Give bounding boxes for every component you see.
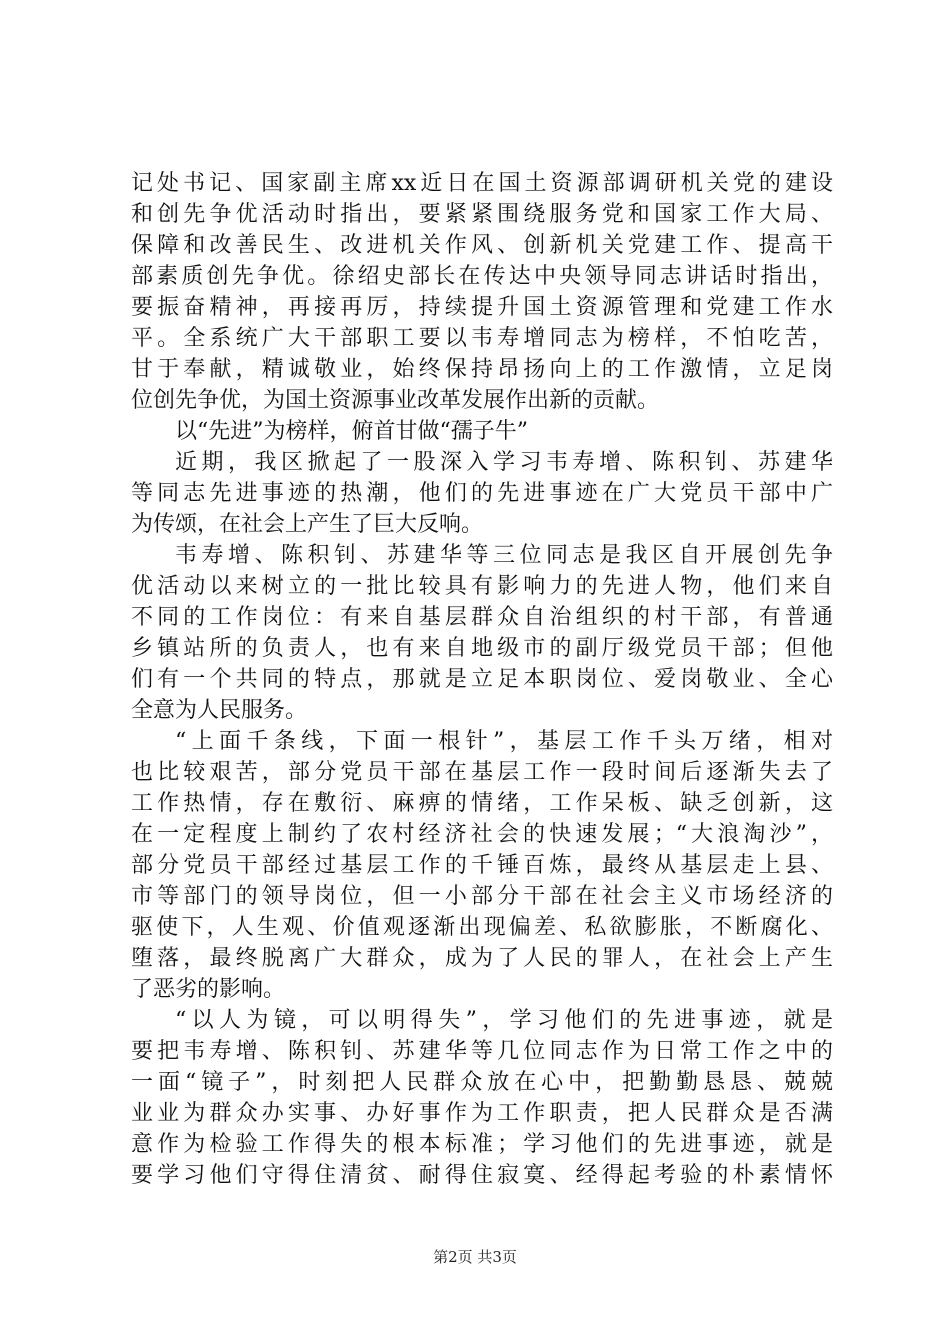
text-line: “上面千条线，下面一根针”，基层工作千头万绪，相对 [175, 729, 833, 754]
text-line: “以人为镜，可以明得失”，学习他们的先进事迹，就是 [175, 1008, 833, 1033]
text-line: 工作热情，存在敷衍、麻痹的情绪，工作呆板、缺乏创新，这 [131, 791, 833, 816]
text-line: 一面“镜子”，时刻把人民群众放在心中，把勤勤恳恳、兢兢 [131, 1070, 833, 1095]
text-line: 和创先争优活动时指出，要紧紧围绕服务党和国家工作大局、 [131, 202, 833, 227]
text-line: 们有一个共同的特点，那就是立足本职岗位、爱岗敬业、全心 [131, 667, 833, 692]
text-line: 也比较艰苦，部分党员干部在基层工作一段时间后逐渐失去了 [131, 760, 833, 785]
document-body [131, 168, 833, 1191]
text-line: 业业为群众办实事、办好事作为工作职责，把人民群众是否满 [131, 1101, 833, 1126]
page-number-footer: 第2页 共3页 [433, 1248, 517, 1266]
text-line: 位创先争优，为国土资源事业改革发展作出新的贡献。 [131, 388, 660, 413]
text-line: 了恶劣的影响。 [131, 977, 286, 1002]
section-heading: 以“先进”为榜样，俯首甘做“孺子牛” [175, 419, 528, 444]
text-line: 优活动以来树立的一批比较具有影响力的先进人物，他们来自 [131, 574, 833, 599]
text-line: 等同志先进事迹的热潮，他们的先进事迹在广大党员干部中广 [131, 481, 833, 506]
text-line: 乡镇站所的负责人，也有来自地级市的副厅级党员干部；但他 [131, 636, 833, 661]
text-line: 堕落，最终脱离广大群众，成为了人民的罪人，在社会上产生 [131, 946, 833, 971]
text-line: 部分党员干部经过基层工作的千锤百炼，最终从基层走上县、 [131, 853, 833, 878]
text-line: 全意为人民服务。 [131, 698, 308, 723]
text-line: 近期，我区掀起了一股深入学习韦寿增、陈积钊、苏建华 [175, 450, 833, 475]
text-line: 韦寿增、陈积钊、苏建华等三位同志是我区自开展创先争 [175, 543, 833, 568]
text-line: 部素质创先争优。徐绍史部长在传达中央领导同志讲话时指出， [131, 264, 833, 289]
text-line: 平。全系统广大干部职工要以韦寿增同志为榜样，不怕吃苦， [131, 326, 833, 351]
text-line: 在一定程度上制约了农村经济社会的快速发展；“大浪淘沙”， [131, 822, 833, 847]
text-line: 甘于奉献，精诚敬业，始终保持昂扬向上的工作激情，立足岗 [131, 357, 833, 382]
text-line: 要振奋精神，再接再厉，持续提升国土资源管理和党建工作水 [131, 295, 833, 320]
text-line: 记处书记、国家副主席xx近日在国土资源部调研机关党的建设 [131, 171, 833, 196]
text-line: 要把韦寿增、陈积钊、苏建华等几位同志作为日常工作之中的 [131, 1039, 833, 1064]
text-line: 保障和改善民生、改进机关作风、创新机关党建工作、提高干 [131, 233, 833, 258]
text-line: 市等部门的领导岗位，但一小部分干部在社会主义市场经济的 [131, 884, 833, 909]
text-line: 意作为检验工作得失的根本标准；学习他们的先进事迹，就是 [131, 1132, 833, 1157]
text-line: 驱使下，人生观、价值观逐渐出现偏差、私欲膨胀，不断腐化、 [131, 915, 833, 940]
text-line: 不同的工作岗位：有来自基层群众自治组织的村干部，有普通 [131, 605, 833, 630]
text-line: 为传颂，在社会上产生了巨大反响。 [131, 512, 484, 537]
text-line: 要学习他们守得住清贫、耐得住寂寞、经得起考验的朴素情怀 [131, 1163, 833, 1188]
